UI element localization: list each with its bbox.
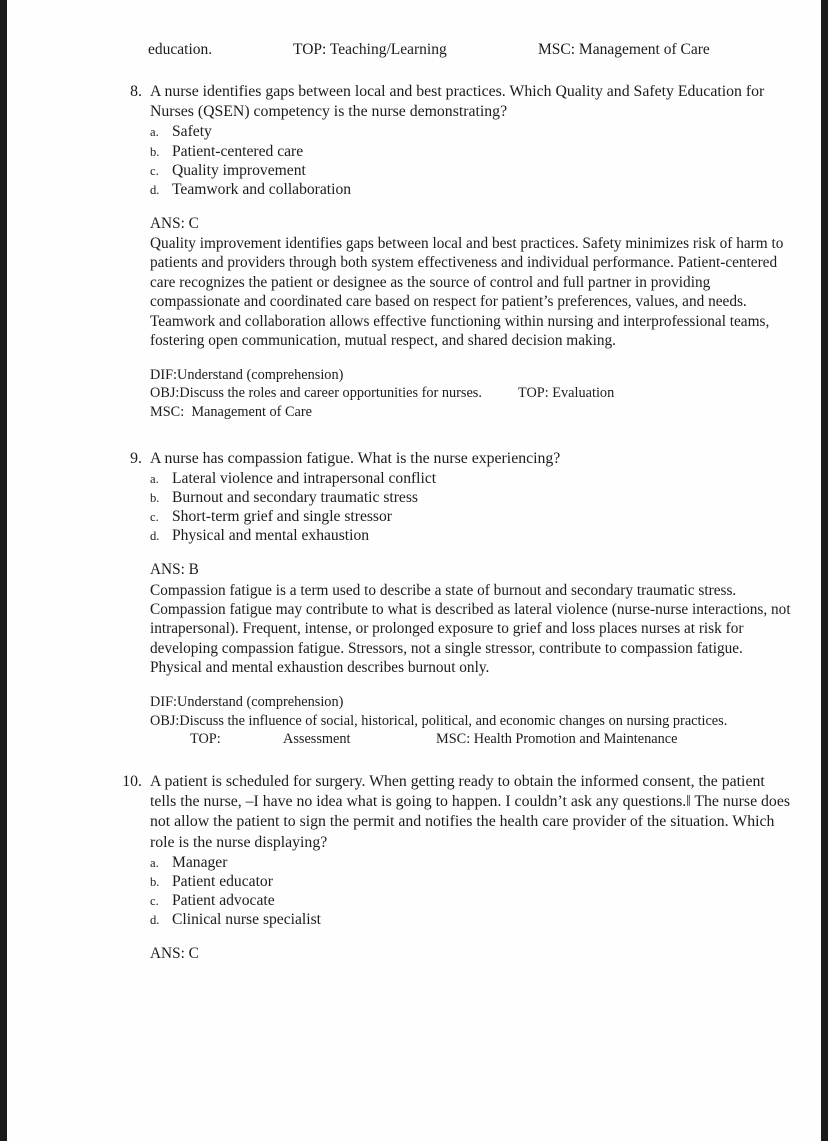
option-letter: a. <box>150 471 159 486</box>
option-item[interactable] <box>150 526 791 545</box>
option-text: Patient educator <box>172 873 273 891</box>
answer-block <box>112 944 791 963</box>
document-body <box>7 0 821 964</box>
option-text: Safety <box>172 123 212 141</box>
option-item[interactable] <box>150 853 791 872</box>
question-stem-row <box>112 449 791 469</box>
option-item[interactable] <box>150 161 791 180</box>
option-text: Teamwork and collaboration <box>172 180 352 198</box>
answer-rationale: Quality improvement identifies gaps between local and best practices. Safety minimizes risk of harm to patients and providers through both system effectiveness and individual performance. Patient-centered care recognizes the patient or designee as the source of control and full partner in providing compassionate and coordinated care based on respect for patient’s preferences, values, and needs. Teamwork and collaboration allows effective functioning within nursing and interprofessional teams, fostering open communication, mutual respect, and shared decision making. <box>150 235 784 349</box>
metadata-obj: OBJ:Discuss the roles and career opportunities for nurses. <box>150 385 482 402</box>
page-edge-left <box>0 0 7 1141</box>
option-text: Burnout and secondary traumatic stress <box>172 489 418 507</box>
question-number: 9. <box>130 449 142 467</box>
answer-block <box>112 560 791 677</box>
option-text: Patient advocate <box>172 892 275 910</box>
option-text: Patient-centered care <box>172 142 304 160</box>
option-text: Clinical nurse specialist <box>172 911 321 929</box>
question-number: 10. <box>122 772 142 790</box>
metadata-spacer <box>150 730 190 748</box>
question-metadata <box>112 693 791 747</box>
question-text: A patient is scheduled for surgery. When getting ready to obtain the informed consent, the patient tells the nurse, –I have no idea what is going to happen. I couldn’t ask any questions.‖ The nurse does not allow the patient to sign the permit and notifies the health care provider of the situation. Which role is the nurse displaying? <box>150 772 790 851</box>
question-number: 8. <box>130 82 142 100</box>
answer-label: ANS: C <box>150 214 199 232</box>
options-list <box>112 122 791 198</box>
option-text: Quality improvement <box>172 161 306 179</box>
metadata-dif: DIF:Understand (comprehension) <box>150 367 344 384</box>
option-item[interactable] <box>150 507 791 526</box>
question-block-9 <box>112 449 791 748</box>
option-item[interactable] <box>150 122 791 141</box>
option-item[interactable] <box>150 910 791 929</box>
question-text: A nurse identifies gaps between local and best practices. Which Quality and Safety Education for Nurses (QSEN) competency is the nurse demonstrating? <box>150 82 765 121</box>
option-text: Short-term grief and single stressor <box>172 508 392 526</box>
options-list <box>112 853 791 929</box>
option-text: Manager <box>172 854 228 872</box>
option-letter: b. <box>150 144 160 159</box>
option-letter: c. <box>150 894 159 909</box>
header-col-education: education. <box>148 41 213 58</box>
option-letter: d. <box>150 529 160 544</box>
metadata-top-value: Assessment <box>283 730 351 747</box>
document-page <box>7 0 821 1141</box>
metadata-top: TOP: Evaluation <box>518 385 615 402</box>
answer-label: ANS: B <box>150 561 199 579</box>
question-block-10 <box>112 772 791 964</box>
metadata-msc: MSC: Management of Care <box>150 403 312 420</box>
question-metadata <box>112 366 791 420</box>
metadata-msc: MSC: Health Promotion and Maintenance <box>436 730 678 747</box>
option-letter: a. <box>150 856 159 871</box>
option-item[interactable] <box>150 891 791 910</box>
option-letter: c. <box>150 510 159 525</box>
page-edge-right <box>821 0 828 1141</box>
metadata-obj-top-row <box>150 384 791 402</box>
option-text: Lateral violence and intrapersonal conflict <box>172 469 437 487</box>
option-letter: a. <box>150 125 159 140</box>
answer-rationale: Compassion fatigue is a term used to describe a state of burnout and secondary traumatic stress. Compassion fatigue may contribute to what is described as lateral violence (nurse-nurse interactions, not intrapersonal). Frequent, intense, or prolonged exposure to grief and loss places nurses at risk for developing compassion fatigue. Stressors, not a single stressor, contribute to compassion fatigue. Physical and mental exhaustion describes burnout only. <box>150 581 791 677</box>
question-text: A nurse has compassion fatigue. What is the nurse experiencing? <box>150 449 561 467</box>
answer-block <box>112 214 791 350</box>
metadata-obj: OBJ:Discuss the influence of social, historical, political, and economic changes on nursing practices. <box>150 712 728 729</box>
question-stem-row <box>112 772 791 853</box>
page-header-row <box>112 40 791 60</box>
option-item[interactable] <box>150 488 791 507</box>
option-letter: d. <box>150 913 160 928</box>
header-col-top: TOP: Teaching/Learning <box>293 41 447 58</box>
option-text: Physical and mental exhaustion <box>172 527 370 545</box>
answer-label: ANS: C <box>150 945 199 963</box>
option-letter: c. <box>150 163 159 178</box>
option-item[interactable] <box>150 142 791 161</box>
metadata-top-msc-row <box>150 730 791 748</box>
question-block-8 <box>112 82 791 421</box>
metadata-top-label: TOP: <box>190 730 221 747</box>
option-letter: b. <box>150 491 160 506</box>
options-list <box>112 469 791 545</box>
option-item[interactable] <box>150 872 791 891</box>
metadata-dif: DIF:Understand (comprehension) <box>150 694 344 711</box>
option-item[interactable] <box>150 180 791 199</box>
header-col-msc: MSC: Management of Care <box>538 41 710 58</box>
option-letter: b. <box>150 875 160 890</box>
option-letter: d. <box>150 182 160 197</box>
question-stem-row <box>112 82 791 123</box>
option-item[interactable] <box>150 469 791 488</box>
